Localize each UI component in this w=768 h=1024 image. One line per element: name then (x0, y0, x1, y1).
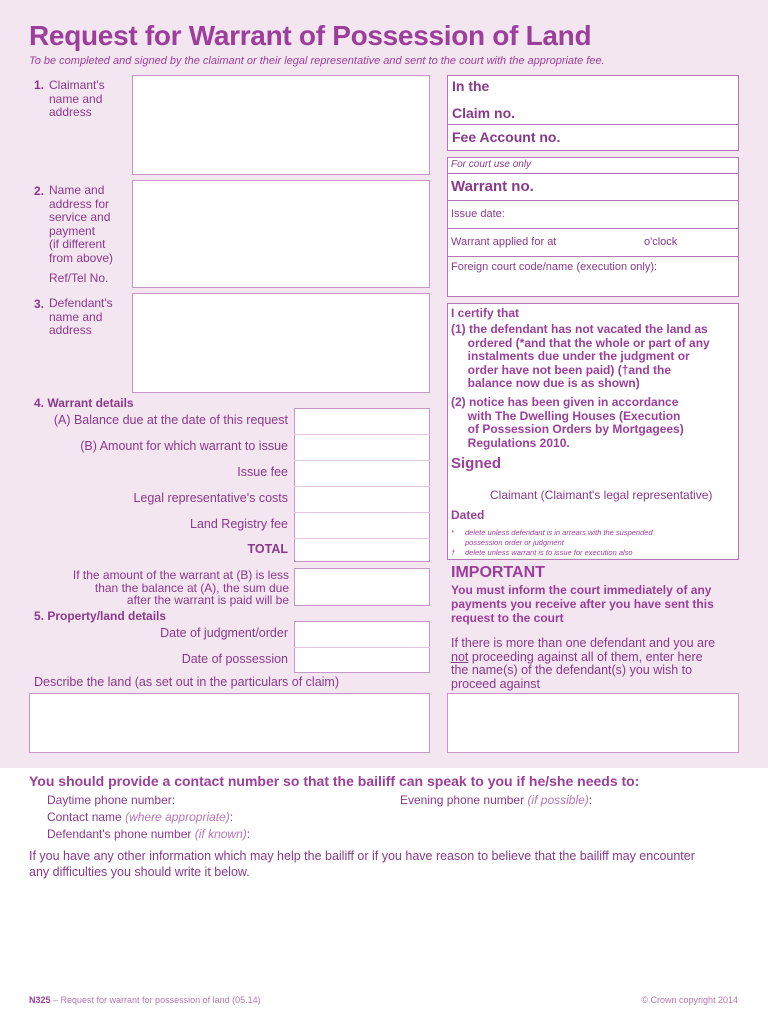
form-code (29, 995, 261, 1005)
court-details-box (447, 75, 739, 151)
contact-heading: You should provide a contact number so that the bailiff can speak to you if he/she needs to: (29, 773, 640, 789)
date-field[interactable] (495, 506, 735, 522)
land-description-field[interactable] (29, 693, 430, 753)
multi-rest: the name(s) of the defendant(s) you wish to proceed against (451, 663, 693, 691)
important-text: You must inform the court immediately of any payments you receive after you have sent this request to the court (451, 583, 714, 625)
contact-name-text: Contact name (47, 810, 122, 824)
section3-number: 3. (34, 297, 45, 311)
amount-divider (294, 538, 430, 539)
claimant-address-field[interactable] (132, 75, 430, 175)
certify-item-2: (2) notice has been given in accordance with The Dwelling Houses (Execution of Possession Orders by Mortgagees) Regulations 2010. (451, 395, 684, 450)
defendant-phone-hint: (if known) (194, 827, 247, 841)
dated-label: Dated (451, 508, 485, 522)
amount-divider (294, 434, 430, 435)
certify-item-1: (1) the defendant has not vacated the land as ordered (*and that the whole or part of any instalments due under the judgment or order have not been paid) (†and the balance now due is as shown) (451, 322, 710, 390)
defendant-phone-field[interactable] (252, 825, 392, 840)
footnote-1: delete unless defendant is in arrears with the suspended possession order or judgment (465, 528, 653, 547)
foreign-court-label: Foreign court code/name (execution only): (451, 261, 658, 273)
warrant-details-heading: 4. Warrant details (34, 396, 134, 410)
balance-due-label: (A) Balance due at the date of this request (53, 413, 288, 427)
land-registry-fee-label: Land Registry fee (190, 517, 288, 531)
legal-costs-label: Legal representative's costs (133, 491, 288, 505)
copyright: © Crown copyright 2014 (641, 995, 738, 1005)
issue-fee-label: Issue fee (237, 465, 288, 479)
amount-divider (294, 460, 430, 461)
page-subtitle: To be completed and signed by the claimant or their legal representative and sent to the court with the appropriate fee. (29, 55, 605, 67)
court-use-box (447, 157, 739, 297)
issue-date-row[interactable] (448, 201, 738, 229)
fee-account-row[interactable] (448, 125, 738, 151)
section2-label: Name and address for service and payment (if different from above) (49, 183, 114, 265)
contact-name-label: Contact name (where appropriate): (47, 810, 234, 824)
foreign-court-row[interactable] (448, 257, 738, 297)
warrant-no-label: Warrant no. (451, 178, 534, 195)
amount-divider (294, 486, 430, 487)
remaining-sum-field[interactable] (294, 568, 430, 606)
section3-label: Defendant's name and address (49, 296, 113, 337)
evening-phone-hint: (if possible) (527, 793, 589, 807)
date-of-judgment-label: Date of judgment/order (160, 626, 288, 640)
fee-account-label: Fee Account no. (452, 129, 561, 145)
contact-name-hint: (where appropriate) (125, 810, 230, 824)
certify-heading: I certify that (451, 306, 520, 320)
footnote-2-mark: † (451, 548, 456, 557)
important-heading: IMPORTANT (451, 564, 545, 581)
court-use-header: For court use only (448, 158, 738, 174)
section1-number: 1. (34, 78, 45, 92)
claimant-rep-label: Claimant (Claimant's legal representative) (490, 488, 713, 502)
footnote-2: delete unless warrant is to issue for execution also (465, 548, 633, 557)
daytime-phone-field[interactable] (185, 791, 390, 806)
daytime-phone-label: Daytime phone number: (47, 793, 176, 807)
issue-date-label: Issue date: (451, 208, 505, 220)
warrant-no-row[interactable] (448, 174, 738, 201)
warrant-amount-label: (B) Amount for which warrant to issue (80, 439, 288, 453)
date-divider (294, 647, 430, 648)
other-info-field[interactable] (29, 885, 739, 985)
evening-phone-text: Evening phone number (400, 793, 525, 807)
section1-label: Claimant's name and address (49, 78, 105, 119)
multi-post: proceeding against all of them, enter here (468, 649, 703, 664)
defendant-address-field[interactable] (132, 293, 430, 393)
defendant-phone-label: Defendant's phone number (if known): (47, 827, 251, 841)
signed-label: Signed (451, 455, 502, 472)
describe-land-label: Describe the land (as set out in the particulars of claim) (34, 675, 339, 689)
section2-number: 2. (34, 184, 45, 198)
in-the-label: In the (452, 78, 490, 94)
service-address-field[interactable] (132, 180, 430, 288)
evening-phone-field[interactable] (590, 791, 740, 806)
claim-no-row[interactable] (448, 101, 738, 125)
multi-pre: If there is more than one defendant and you are (451, 636, 716, 650)
warrant-time-row[interactable] (448, 229, 738, 257)
total-label: TOTAL (247, 542, 288, 556)
other-info-text: If you have any other information which may help the bailiff or if you have reason to believe that the bailiff may encounter any difficulties you should write it below. (29, 849, 695, 879)
multi-not: not (451, 649, 469, 664)
applied-for-label: Warrant applied for at (451, 236, 557, 248)
remaining-sum-note: If the amount of the warrant at (B) is less than the balance at (A), the sum due after the warrant is paid will be (72, 568, 289, 607)
form-code-desc: – Request for warrant for possession of land (05.14) (50, 995, 261, 1005)
form-code-number: N325 (29, 995, 51, 1005)
defendants-names-field[interactable] (447, 693, 739, 753)
property-details-heading: 5. Property/land details (34, 609, 167, 623)
page-title: Request for Warrant of Possession of Land (29, 20, 592, 51)
defendant-phone-text: Defendant's phone number (47, 827, 192, 841)
oclock-label: o'clock (644, 236, 678, 248)
evening-phone-label: Evening phone number (if possible): (400, 793, 593, 807)
date-of-possession-label: Date of possession (181, 652, 288, 666)
ref-tel-label: Ref/Tel No. (49, 271, 109, 285)
in-the-row[interactable] (448, 76, 738, 101)
multiple-defendants-text (451, 637, 741, 691)
footnote-1-mark: * (451, 528, 454, 537)
contact-name-field[interactable] (230, 808, 390, 823)
claim-no-label: Claim no. (452, 105, 516, 121)
amount-divider (294, 512, 430, 513)
